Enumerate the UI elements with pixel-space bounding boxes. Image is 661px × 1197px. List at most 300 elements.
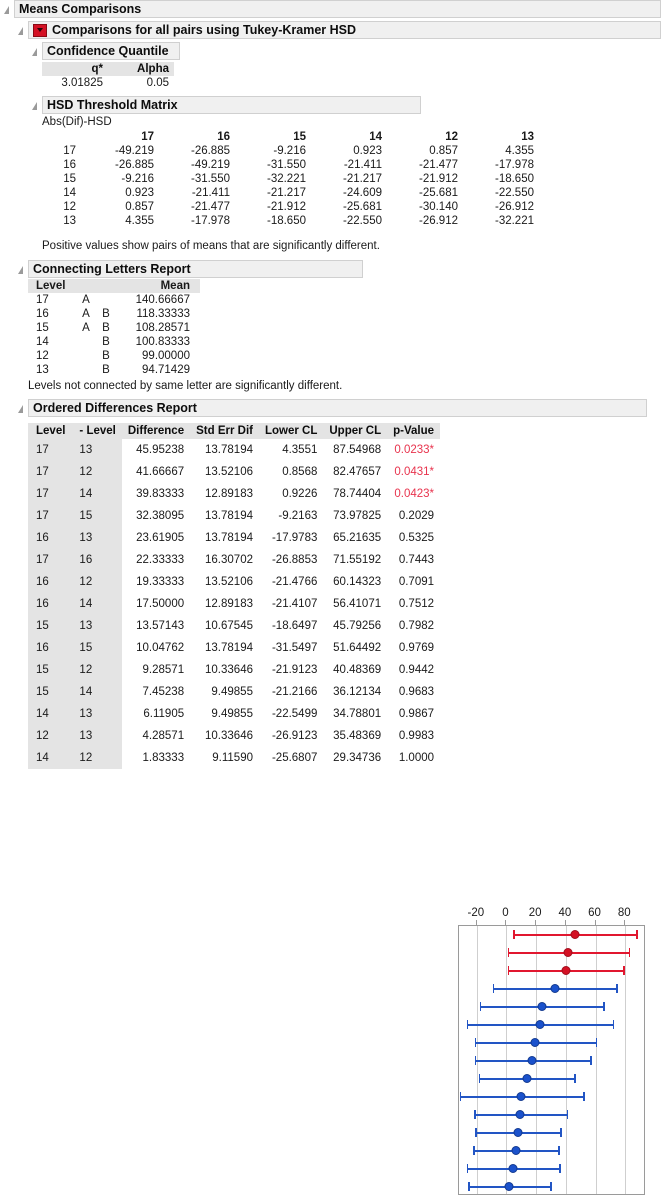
hsd-col-header-1: 16 — [217, 131, 230, 143]
estimate-marker[interactable] — [531, 1038, 540, 1047]
od-lower-cl: -9.2163 — [278, 510, 318, 522]
hsd-cell: -49.219 — [114, 145, 154, 157]
header-hsd-threshold-matrix[interactable] — [42, 96, 421, 114]
hsd-col-header-5: 13 — [521, 131, 534, 143]
cl-letter-a — [76, 363, 96, 377]
table-header-row — [28, 279, 200, 293]
od-std-err-dif: 9.49855 — [211, 708, 253, 720]
hsd-cell: -18.650 — [266, 215, 306, 227]
od-p-value: 0.7091 — [398, 576, 435, 588]
interval-cap-upper — [574, 1074, 576, 1083]
column-header-letter-a — [76, 279, 96, 293]
estimate-marker[interactable] — [516, 1110, 525, 1119]
cl-letter-b: B — [102, 364, 110, 376]
od-upper-cl: 65.21635 — [333, 532, 382, 544]
cl-letter-b: B — [102, 322, 110, 334]
confidence-interval-row — [459, 965, 644, 977]
header-connecting-letters-label: Connecting Letters Report — [33, 262, 191, 276]
cl-mean: 118.33333 — [136, 308, 190, 320]
od-level: 14 — [28, 747, 71, 769]
od-upper-cl: 87.54968 — [333, 444, 382, 456]
hsd-cell: 4.355 — [125, 215, 154, 227]
table-row — [42, 172, 540, 186]
od-lower-cl: -21.9123 — [271, 664, 318, 676]
confidence-interval-row — [459, 983, 644, 995]
od-difference: 32.38095 — [136, 510, 185, 522]
disclosure-triangle-confidence-quantile[interactable] — [32, 48, 37, 56]
od-std-err-dif: 13.78194 — [205, 444, 253, 456]
estimate-marker[interactable] — [564, 948, 573, 957]
confidence-quantile-table — [42, 62, 174, 90]
od-p-value: 0.9867 — [398, 708, 435, 720]
od-upper-cl: 29.34736 — [333, 752, 382, 764]
plot-tick-label: -20 — [467, 907, 485, 919]
estimate-marker[interactable] — [528, 1056, 537, 1065]
hsd-matrix-table — [42, 130, 540, 228]
od-std-err-dif: 13.78194 — [205, 642, 253, 654]
table-row — [28, 681, 440, 703]
disclosure-triangle-ordered-differences[interactable] — [18, 405, 23, 413]
od-minus-level: 13 — [71, 615, 121, 637]
hsd-caption: Abs(Dif)-HSD — [42, 116, 112, 128]
plot-tick-label: 40 — [558, 907, 572, 919]
hsd-cell: 4.355 — [505, 145, 534, 157]
column-header-qstar: q* — [42, 62, 108, 76]
interval-cap-lower — [480, 1002, 482, 1011]
confidence-interval-row — [459, 1001, 644, 1013]
od-minus-level: 13 — [71, 439, 121, 461]
cl-letter-b — [96, 293, 116, 307]
cl-letter-b: B — [102, 350, 110, 362]
table-row — [28, 527, 440, 549]
column-header-upper-cl: Upper CL — [323, 423, 387, 439]
od-minus-level: 12 — [71, 747, 121, 769]
estimate-marker[interactable] — [535, 1020, 544, 1029]
hsd-cell: -22.550 — [494, 187, 534, 199]
interval-cap-lower — [508, 948, 510, 957]
header-ordered-differences[interactable] — [28, 399, 647, 417]
hsd-col-header-0: 17 — [141, 131, 154, 143]
interval-cap-lower — [474, 1110, 476, 1119]
od-difference: 1.83333 — [142, 752, 185, 764]
interval-cap-upper — [558, 1146, 560, 1155]
od-p-value: 0.0423* — [394, 488, 435, 500]
od-p-value: 0.9769 — [398, 642, 435, 654]
od-std-err-dif: 13.52106 — [205, 466, 253, 478]
confidence-interval-row — [459, 1019, 644, 1031]
cl-level: 16 — [36, 308, 49, 320]
od-lower-cl: -25.6807 — [271, 752, 318, 764]
section-means-comparisons — [0, 0, 661, 18]
od-difference: 6.11905 — [143, 708, 185, 720]
table-row — [28, 307, 200, 321]
connecting-letters-footnote: Levels not connected by same letter are significantly different. — [28, 380, 343, 392]
estimate-marker[interactable] — [513, 1128, 522, 1137]
od-p-value: 0.9442 — [398, 664, 435, 676]
table-header-row — [42, 130, 540, 144]
column-header-lower-cl: Lower CL — [259, 423, 323, 439]
od-level: 17 — [28, 439, 71, 461]
table-row — [42, 76, 174, 90]
interval-cap-upper — [616, 984, 618, 993]
table-row — [28, 335, 200, 349]
od-level: 16 — [28, 571, 71, 593]
od-lower-cl: 0.9226 — [282, 488, 318, 500]
interval-cap-upper — [613, 1020, 615, 1029]
interval-cap-lower — [473, 1146, 475, 1155]
hsd-cell: -21.477 — [190, 201, 230, 213]
od-upper-cl: 40.48369 — [333, 664, 382, 676]
confidence-interval-row — [459, 929, 644, 941]
ordered-differences-wrap — [0, 423, 661, 919]
od-lower-cl: -22.5499 — [271, 708, 318, 720]
od-minus-level: 15 — [71, 505, 121, 527]
od-minus-level: 14 — [71, 483, 121, 505]
hsd-cell: -21.217 — [266, 187, 306, 199]
cl-level: 17 — [36, 294, 49, 306]
table-row — [28, 571, 440, 593]
od-upper-cl: 51.64492 — [333, 642, 382, 654]
od-minus-level: 16 — [71, 549, 121, 571]
od-upper-cl: 56.41071 — [333, 598, 382, 610]
estimate-marker[interactable] — [508, 1164, 517, 1173]
column-header-level: Level — [28, 423, 71, 439]
interval-cap-upper — [583, 1092, 585, 1101]
table-row — [28, 615, 440, 637]
hsd-cell: -31.550 — [190, 173, 230, 185]
od-lower-cl: -21.4107 — [271, 598, 318, 610]
hsd-cell: -9.216 — [121, 173, 154, 185]
interval-cap-upper — [636, 930, 638, 939]
od-upper-cl: 71.55192 — [333, 554, 382, 566]
od-level: 15 — [28, 615, 71, 637]
hsd-cell: 0.857 — [125, 201, 154, 213]
header-confidence-quantile-label: Confidence Quantile — [47, 44, 169, 58]
hsd-row-header: 12 — [63, 201, 76, 213]
hsd-cell: -26.912 — [418, 215, 458, 227]
hsd-cell: -17.978 — [494, 159, 534, 171]
table-row — [28, 349, 200, 363]
od-p-value: 0.7443 — [398, 554, 435, 566]
cl-letter-a — [76, 335, 96, 349]
hsd-cell: -26.912 — [494, 201, 534, 213]
od-difference: 4.28571 — [142, 730, 185, 742]
od-std-err-dif: 12.89183 — [205, 598, 253, 610]
od-p-value: 0.7982 — [398, 620, 435, 632]
table-row — [28, 363, 200, 377]
column-header-p-value: p-Value — [387, 423, 440, 439]
od-difference: 41.66667 — [136, 466, 185, 478]
od-level: 17 — [28, 461, 71, 483]
hsd-cell: -26.885 — [114, 159, 154, 171]
hsd-cell: -24.609 — [342, 187, 382, 199]
od-minus-level: 14 — [71, 593, 121, 615]
confidence-interval-row — [459, 1181, 644, 1193]
od-upper-cl: 73.97825 — [333, 510, 382, 522]
confidence-interval-row — [459, 1055, 644, 1067]
plot-tick-mark — [595, 920, 596, 925]
hsd-col-header-2: 15 — [293, 131, 306, 143]
interval-cap-lower — [513, 930, 515, 939]
section-hsd-threshold-matrix — [0, 96, 661, 114]
header-connecting-letters[interactable] — [28, 260, 363, 278]
header-tukey[interactable] — [28, 21, 661, 39]
table-row — [28, 549, 440, 571]
hsd-cell: -25.681 — [342, 201, 382, 213]
hsd-cell: -21.411 — [191, 187, 230, 199]
plot-tick-label: 0 — [502, 907, 509, 919]
cl-level: 12 — [36, 350, 49, 362]
column-header-minus-level: - Level — [71, 423, 121, 439]
header-hsd-label: HSD Threshold Matrix — [47, 98, 178, 112]
cl-level: 15 — [36, 322, 49, 334]
od-level: 14 — [28, 703, 71, 725]
confidence-interval-row — [459, 1073, 644, 1085]
od-difference: 7.45238 — [142, 686, 185, 698]
interval-cap-lower — [479, 1074, 481, 1083]
disclosure-triangle-hsd[interactable] — [32, 102, 37, 110]
section-confidence-quantile — [0, 42, 661, 60]
plot-tick-mark — [565, 920, 566, 925]
od-difference: 19.33333 — [136, 576, 185, 588]
hsd-cell: -21.912 — [266, 201, 306, 213]
ordered-differences-table — [28, 423, 440, 769]
hsd-cell: 0.923 — [125, 187, 154, 199]
interval-cap-upper — [560, 1128, 562, 1137]
confidence-interval-row — [459, 1127, 644, 1139]
confidence-interval-row — [459, 1145, 644, 1157]
header-means-comparisons[interactable] — [14, 0, 661, 18]
column-header-alpha: Alpha — [108, 62, 174, 76]
hsd-cell: -21.477 — [418, 159, 458, 171]
hsd-row-header: 13 — [63, 215, 76, 227]
od-std-err-dif: 9.49855 — [211, 686, 253, 698]
hsd-cell: -32.221 — [266, 173, 306, 185]
disclosure-triangle-connecting-letters[interactable] — [18, 266, 23, 274]
hsd-cell: -25.681 — [418, 187, 458, 199]
od-level: 16 — [28, 527, 71, 549]
hsd-cell: -21.411 — [343, 159, 382, 171]
column-header-difference: Difference — [122, 423, 190, 439]
hsd-row-header: 17 — [63, 145, 76, 157]
value-qstar: 3.01825 — [61, 77, 103, 89]
od-std-err-dif: 16.30702 — [205, 554, 253, 566]
hsd-cell: -17.978 — [190, 215, 230, 227]
plot-tick-label: 60 — [588, 907, 601, 919]
od-level: 15 — [28, 659, 71, 681]
estimate-marker[interactable] — [570, 930, 579, 939]
table-row — [28, 321, 200, 335]
cl-letter-a — [76, 349, 96, 363]
od-minus-level: 12 — [71, 461, 121, 483]
od-std-err-dif: 10.33646 — [205, 664, 253, 676]
interval-cap-upper — [567, 1110, 569, 1119]
confidence-interval-row — [459, 1163, 644, 1175]
hsd-cell: 0.923 — [353, 145, 382, 157]
od-lower-cl: 0.8568 — [282, 466, 318, 478]
od-level: 15 — [28, 681, 71, 703]
cl-letter-b: B — [102, 308, 110, 320]
od-lower-cl: -17.9783 — [271, 532, 318, 544]
hsd-row-header: 14 — [63, 187, 76, 199]
od-minus-level: 13 — [71, 527, 121, 549]
od-p-value: 0.5325 — [398, 532, 435, 544]
cl-mean: 108.28571 — [135, 322, 190, 334]
od-lower-cl: -26.8853 — [271, 554, 318, 566]
estimate-marker[interactable] — [550, 984, 559, 993]
interval-cap-lower — [493, 984, 495, 993]
table-row — [28, 505, 440, 527]
cl-level: 13 — [36, 364, 49, 376]
od-lower-cl: -31.5497 — [271, 642, 318, 654]
od-p-value: 0.7512 — [398, 598, 435, 610]
od-difference: 45.95238 — [136, 444, 185, 456]
hsd-col-header-4: 12 — [445, 131, 458, 143]
interval-cap-upper — [550, 1182, 552, 1191]
interval-cap-upper — [623, 966, 625, 975]
od-std-err-dif: 9.11590 — [212, 752, 253, 764]
column-header-level: Level — [28, 279, 76, 293]
od-level: 16 — [28, 593, 71, 615]
table-row — [28, 293, 200, 307]
table-header-row — [28, 423, 440, 439]
od-difference: 22.33333 — [136, 554, 185, 566]
cl-letter-a: A — [82, 294, 90, 306]
hsd-cell: -26.885 — [190, 145, 230, 157]
od-minus-level: 13 — [71, 703, 121, 725]
interval-cap-lower — [475, 1056, 477, 1065]
hsd-row-header: 15 — [63, 173, 76, 185]
hsd-row-header: 16 — [63, 159, 76, 171]
cl-letter-a: A — [82, 308, 90, 320]
header-ordered-differences-label: Ordered Differences Report — [33, 401, 197, 415]
disclosure-triangle-means-comparisons[interactable] — [4, 6, 9, 14]
plot-tick-mark — [476, 920, 477, 925]
disclosure-triangle-tukey[interactable] — [18, 27, 23, 35]
confidence-interval-plot — [452, 907, 652, 1197]
hsd-cell: -9.216 — [273, 145, 306, 157]
plot-tick-mark — [505, 920, 506, 925]
table-row — [42, 158, 540, 172]
table-header-row — [42, 62, 174, 76]
od-upper-cl: 35.48369 — [333, 730, 382, 742]
table-row — [28, 439, 440, 461]
estimate-marker[interactable] — [505, 1182, 514, 1191]
hsd-cell: -30.140 — [418, 201, 458, 213]
od-std-err-dif: 13.78194 — [205, 532, 253, 544]
od-lower-cl: -21.4766 — [271, 576, 318, 588]
column-header-std-err-dif: Std Err Dif — [190, 423, 259, 439]
od-difference: 23.61905 — [136, 532, 185, 544]
plot-frame — [458, 925, 645, 1195]
od-upper-cl: 34.78801 — [333, 708, 382, 720]
hsd-cell: -21.217 — [342, 173, 382, 185]
od-std-err-dif: 10.33646 — [205, 730, 253, 742]
od-difference: 39.83333 — [136, 488, 185, 500]
value-alpha: 0.05 — [146, 77, 169, 89]
estimate-marker[interactable] — [561, 966, 570, 975]
connecting-letters-table — [28, 279, 200, 377]
table-row — [28, 483, 440, 505]
column-header-mean: Mean — [116, 279, 200, 293]
od-level: 16 — [28, 637, 71, 659]
cl-mean: 140.66667 — [135, 294, 190, 306]
hsd-footnote: Positive values show pairs of means that are significantly different. — [42, 240, 380, 252]
od-std-err-dif: 13.78194 — [205, 510, 253, 522]
od-std-err-dif: 10.67545 — [205, 620, 253, 632]
od-level: 12 — [28, 725, 71, 747]
red-triangle-menu-icon[interactable] — [33, 24, 47, 37]
section-ordered-differences — [0, 399, 661, 417]
estimate-marker[interactable] — [537, 1002, 546, 1011]
hsd-matrix-wrap — [42, 116, 661, 252]
od-minus-level: 14 — [71, 681, 121, 703]
confidence-interval-row — [459, 1091, 644, 1103]
table-row — [42, 144, 540, 158]
confidence-interval-row — [459, 947, 644, 959]
od-difference: 17.50000 — [136, 598, 185, 610]
interval-cap-lower — [475, 1038, 477, 1047]
interval-cap-lower — [467, 1020, 469, 1029]
hsd-cell: -18.650 — [494, 173, 534, 185]
od-level: 17 — [28, 483, 71, 505]
od-p-value: 0.0431* — [394, 466, 435, 478]
plot-tick-mark — [535, 920, 536, 925]
plot-tick-mark — [624, 920, 625, 925]
table-row — [28, 747, 440, 769]
od-difference: 13.57143 — [136, 620, 185, 632]
od-std-err-dif: 13.52106 — [205, 576, 253, 588]
table-row — [28, 637, 440, 659]
od-level: 17 — [28, 549, 71, 571]
od-p-value: 0.9683 — [398, 686, 435, 698]
cl-mean: 100.83333 — [135, 336, 190, 348]
od-upper-cl: 78.74404 — [333, 488, 382, 500]
od-p-value: 0.2029 — [398, 510, 435, 522]
plot-tick-label: 80 — [617, 907, 631, 919]
od-lower-cl: -26.9123 — [271, 730, 318, 742]
cl-mean: 94.71429 — [142, 364, 190, 376]
hsd-cell: -22.550 — [342, 215, 382, 227]
table-row — [28, 461, 440, 483]
cl-mean: 99.00000 — [142, 350, 190, 362]
hsd-cell: -49.219 — [190, 159, 230, 171]
interval-cap-upper — [590, 1056, 592, 1065]
interval-cap-lower — [467, 1164, 469, 1173]
od-lower-cl: 4.3551 — [282, 444, 318, 456]
header-confidence-quantile[interactable] — [42, 42, 180, 60]
table-row — [28, 593, 440, 615]
od-std-err-dif: 12.89183 — [205, 488, 253, 500]
estimate-marker[interactable] — [522, 1074, 531, 1083]
od-upper-cl: 60.14323 — [333, 576, 382, 588]
od-minus-level: 12 — [71, 659, 121, 681]
confidence-interval-row — [459, 1109, 644, 1121]
table-row — [28, 725, 440, 747]
confidence-interval-row — [459, 1037, 644, 1049]
table-row — [42, 186, 540, 200]
table-row — [28, 703, 440, 725]
estimate-marker[interactable] — [511, 1146, 520, 1155]
hsd-cell: -32.221 — [494, 215, 534, 227]
interval-cap-upper — [629, 948, 631, 957]
interval-cap-upper — [603, 1002, 605, 1011]
estimate-marker[interactable] — [517, 1092, 526, 1101]
od-minus-level: 15 — [71, 637, 121, 659]
interval-cap-upper — [559, 1164, 561, 1173]
cl-letter-b: B — [102, 336, 110, 348]
section-connecting-letters — [0, 260, 661, 278]
